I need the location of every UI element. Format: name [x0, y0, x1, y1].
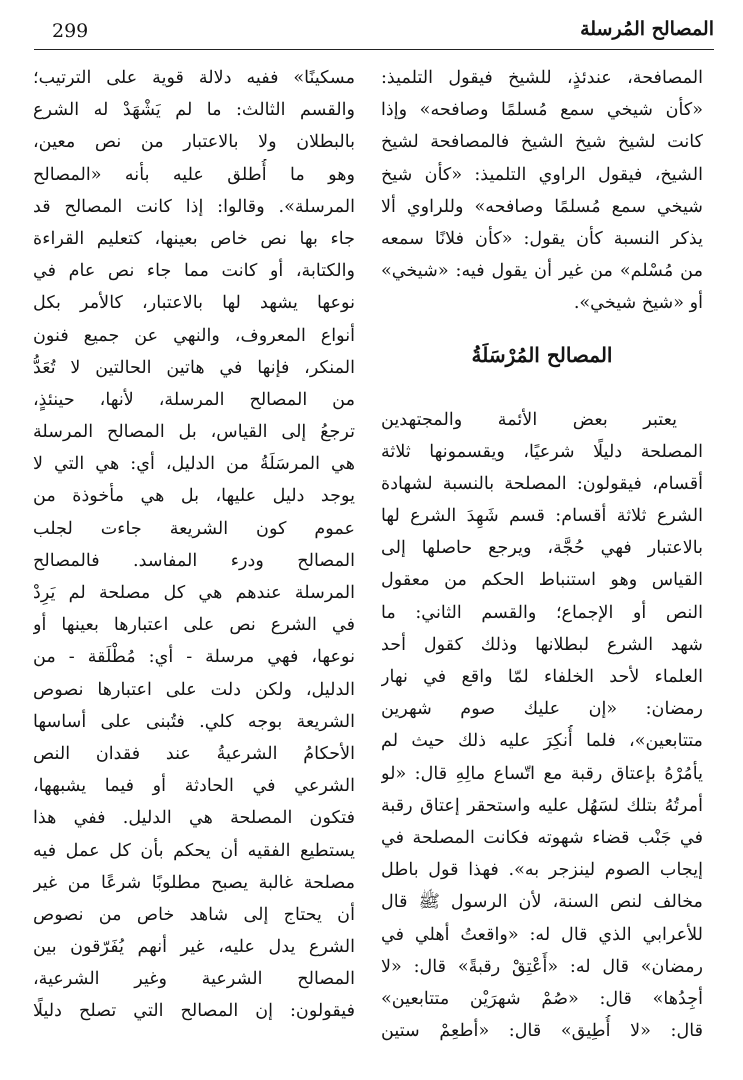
text-line: شهد الشرع لبطلانها وذلك كقول أحد — [381, 634, 703, 655]
column-gap — [366, 62, 367, 1062]
text-line: متتابعين»، فلما أُنكِرَ عليه ذلك حيث لم — [381, 731, 703, 752]
text-line: مصلحة غالبة يصبح مطلوبًا شرعًا من غير — [33, 872, 355, 893]
text-line: أو «شيخ شيخي». — [573, 293, 703, 314]
text-line: والقسم الثالث: ما لم يَشْهَدْ له الشرع — [33, 100, 355, 121]
text-line: المصلحة دليلًا شرعيًا، ويقسمونها ثلاثة — [381, 441, 703, 462]
text-line: يأمُرْهُ بإعتاق رقبة مع اتّساع مالِهِ قال: «لو — [381, 763, 703, 784]
text-line: بالبطلان ولا بالاعتبار من نص معين، — [33, 132, 355, 153]
text-line: يذكر النسبة كأن يقول: «كأن فلانًا سمعه — [381, 228, 703, 249]
text-line: نوعها، فهي مرسلة - أي: مُطْلَقة - من — [33, 647, 355, 668]
text-line: للأعرابي الذي قال له: «واقعتُ أهلي في — [381, 924, 703, 945]
left-column — [33, 62, 355, 1028]
text-line: النص أو الإجماع؛ والقسم الثاني: ما — [381, 602, 703, 623]
text-line: في جَنْب قضاء شهوته فكانت المصلحة في — [381, 827, 703, 848]
text-line: المرسلة». وقالوا: إذا كانت المصالح قد — [33, 196, 355, 217]
text-line: رمضان: «إن عليك صوم شهرين — [381, 699, 703, 720]
text-line: «كأن شيخي سمع مُسلمًا وصافحه» وإذا — [381, 100, 703, 121]
text-line: نوعها يشهد لها بالاعتبار، كالأمر بكل — [33, 293, 355, 314]
text-line: أنواع المعروف، والنهي عن جميع فنون — [33, 325, 355, 346]
page-number: 299 — [52, 20, 89, 42]
text-line: إيجاب الصوم لينزجر به». فهذا قول باطل — [381, 860, 703, 881]
text-line: أقسام، فيقولون: المصلحة بالنسبة لشهادة — [381, 473, 703, 494]
text-line: يوجد دليل عليها، بل هي مأخوذة من — [33, 486, 355, 507]
text-line: ترجعُ إلى القياس، بل المصالح المرسلة — [33, 422, 355, 443]
text-line: الشرعي في الحادثة أو فيما يشبهها، — [33, 776, 355, 797]
text-line: كانت لشيخ شيخ الشيخ فالمصافحة لشيخ — [381, 132, 703, 153]
text-line: المنكر، فإنها في هاتين الحالتين لا تُعَدُّ — [33, 357, 355, 378]
text-line: هي المرسَلَةُ من الدليل، أي: هي التي لا — [33, 454, 355, 475]
text-line: أجِدُها» قال: «صُمْ شهرَيْن متتابعين» — [381, 988, 703, 1009]
text-line: يعتبر بعض الأئمة والمجتهدين — [381, 409, 677, 430]
header-rule — [34, 49, 714, 50]
text-line: أمرتُهُ بتلك لسَهُل عليه واستحقر إعتاق رقبة — [381, 795, 703, 816]
text-line: فتكون المصلحة هي الدليل. ففي هذا — [33, 808, 355, 829]
text-line: الشرع يدل عليه، غير أنهم يُفَرّقون بين — [33, 937, 355, 958]
text-line: بالاعتبار فهي حُجَّة، ويرجع حاصلها إلى — [381, 538, 703, 559]
text-line: قال: «لا أُطِيق» قال: «أطعِمْ ستين — [381, 1021, 703, 1042]
text-line: مسكينًا» ففيه دلالة قوية على الترتيب؛ — [33, 68, 355, 88]
text-line: من مُسْلم» من غير أن يقول فيه: «شيخي» — [381, 261, 703, 282]
text-line: القياس وهو استنباط الحكم من معقول — [381, 570, 703, 591]
right-column — [381, 62, 703, 1047]
text-line: الشرع ثلاثة أقسام: قسم شَهِدَ الشرع لها — [381, 506, 703, 527]
text-line: المصالح ودرء المفاسد. فالمصالح — [33, 550, 355, 571]
spacer — [381, 376, 703, 404]
section-heading: المصالح المُرْسَلَةُ — [471, 342, 613, 367]
text-line: المصالح الشرعية وغير الشرعية، — [33, 969, 355, 990]
text-line: فيقولون: إن المصالح التي تصلح دليلًا — [33, 1001, 355, 1022]
text-line: يستطيع الفقيه أن يحكم بأن كل عمل فيه — [33, 840, 355, 861]
text-line: جاء بها نص خاص بعينها، كتعليم القراءة — [33, 228, 355, 249]
text-line: شيخي سمع مُسلمًا وصافحه» وللراوي ألا — [381, 196, 703, 217]
text-line: العلماء لأحد الخلفاء لمّا واقع في نهار — [381, 667, 703, 687]
text-line: المصافحة، عندئذٍ، للشيخ فيقول التلميذ: — [381, 68, 703, 88]
running-title: المصالح المُرسلة — [580, 18, 714, 40]
text-line: رمضان» قال له: «أَعْتِقْ رقبةً» قال: «لا — [381, 956, 703, 977]
text-line: والكتابة، أو كانت مما جاء نص عام في — [33, 261, 355, 282]
text-line: في الشرع نص على اعتبارها بعينها أو — [33, 615, 355, 636]
text-line: مخالف لنص السنة، لأن الرسول ﷺ قال — [381, 892, 703, 913]
text-line: الدليل، ولكن دلت على اعتبارها نصوص — [33, 679, 355, 700]
text-line: الأحكامُ الشرعيةُ عند فقدان النص — [33, 743, 355, 764]
page-header — [34, 14, 714, 46]
text-line: عموم كون الشريعة جاءت لجلب — [33, 518, 355, 539]
text-line: أن يحتاج إلى شاهد خاص من نصوص — [33, 904, 355, 925]
text-line: الشيخ، فيقول الراوي التلميذ: «كأن شيخ — [381, 164, 703, 185]
text-line: من المصالح المرسلة، لأنها، حينئذٍ، — [33, 389, 355, 410]
text-line: الشريعة بوجه كلي. فتُبنى على أساسها — [33, 711, 355, 732]
text-line: المرسلة عندهم هي كل مصلحة لم يَرِدْ — [33, 583, 355, 603]
text-line: وهو ما أُطلق عليه بأنه «المصالح — [33, 164, 355, 185]
